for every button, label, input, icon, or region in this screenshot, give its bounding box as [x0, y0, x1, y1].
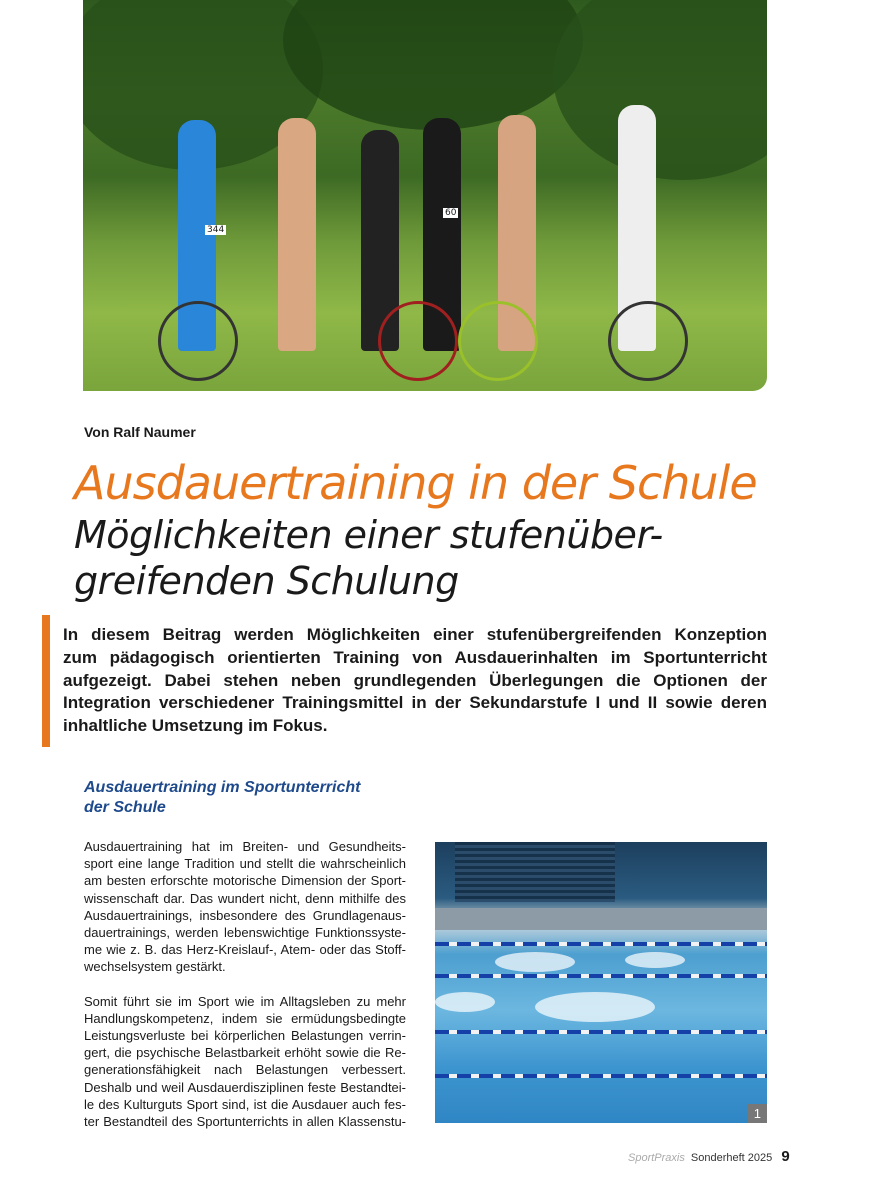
- bicycle-wheel: [158, 301, 238, 381]
- bicycle-wheel: [608, 301, 688, 381]
- bicycle-wheel: [458, 301, 538, 381]
- magazine-name: SportPraxis: [628, 1152, 685, 1164]
- body-line: Ausdauertraining hat im Breiten- und Gesundheits-: [84, 839, 406, 854]
- body-line: me wie z. B. das Herz-Kreislauf-, Atem- oder das Stoff-: [84, 942, 406, 958]
- body-line: Leistungsverluste bei körperlichen Belastungen verrin-: [84, 1028, 406, 1044]
- lead-paragraph: [63, 624, 767, 738]
- lead-line: zum pädagogisch orientierten Training von Ausdauerinhalten im Sportunterricht: [63, 647, 767, 667]
- article-title: Ausdauertraining in der Schule: [74, 456, 757, 510]
- section-heading: [84, 778, 360, 818]
- bib-number: 344: [207, 225, 225, 235]
- body-line: Handlungskompetenz, indem sie ermüdungsbedingte: [84, 1010, 406, 1026]
- body-line: le des Kulturguts Sport sind, ist die Ausdauer auch fes-: [84, 1096, 406, 1112]
- person: [278, 118, 316, 351]
- body-line: Somit führt sie im Sport wie im Alltagsleben zu mehr: [84, 993, 406, 1009]
- body-line: generationsfähigkeit nach Belastungen verbessert.: [84, 1062, 406, 1078]
- figure-number: 1: [748, 1104, 767, 1123]
- body-line: gert, die psychische Belastbarkeit erhöht sowie die Re-: [84, 1045, 406, 1061]
- lead-accent-bar: [42, 615, 50, 747]
- body-line: wechselsystem gestärkt.: [84, 959, 226, 975]
- lead-line: inhaltliche Umsetzung im Fokus.: [63, 716, 328, 736]
- subtitle-line: Möglichkeiten einer stufenüber-: [74, 513, 663, 557]
- lead-line: In diesem Beitrag werden Möglichkeiten einer stufenübergreifenden Konzeption: [63, 625, 767, 644]
- article-subtitle: [74, 512, 663, 604]
- cyclists-group-photo: [83, 0, 767, 391]
- body-line: sport eine lange Tradition und stellt die wahrscheinlich: [84, 856, 406, 872]
- lead-line: aufgezeigt. Dabei stehen neben grundlegenden Überlegungen die Optionen der: [63, 670, 767, 690]
- body-text: [84, 838, 406, 1130]
- subtitle-line: greifenden Schulung: [74, 559, 459, 603]
- page-footer: [628, 1148, 790, 1165]
- author-byline: Von Ralf Naumer: [84, 424, 196, 440]
- issue-label: Sonderheft 2025: [690, 1152, 773, 1164]
- page-number: 9: [781, 1148, 790, 1165]
- swimming-pool-photo: [435, 842, 767, 1123]
- body-line: Deshalb und weil Ausdauerdisziplinen feste Bestandtei-: [84, 1079, 406, 1095]
- section-heading-line: der Schule: [84, 799, 166, 816]
- body-line: Ausdauertrainings, insbesondere des Grundlagenaus-: [84, 907, 406, 923]
- lead-line: Integration verschiedener Trainingsmittel in der Sekundarstufe I und II sowie deren: [63, 693, 767, 713]
- body-line: dauertrainings, werden lebenswichtige Funktionssyste-: [84, 925, 406, 941]
- body-line: ter Bestandteil des Sportunterrichts in allen Klassenstu-: [84, 1114, 406, 1130]
- body-line: am besten erforschte motorische Dimension der Sport-: [84, 873, 406, 889]
- bicycle-wheel: [378, 301, 458, 381]
- bib-number: 60: [445, 208, 457, 218]
- body-line: wissenschaft dar. Das wundert nicht, denn mithilfe des: [84, 890, 406, 906]
- section-heading-line: Ausdauertraining im Sportunterricht: [84, 779, 361, 796]
